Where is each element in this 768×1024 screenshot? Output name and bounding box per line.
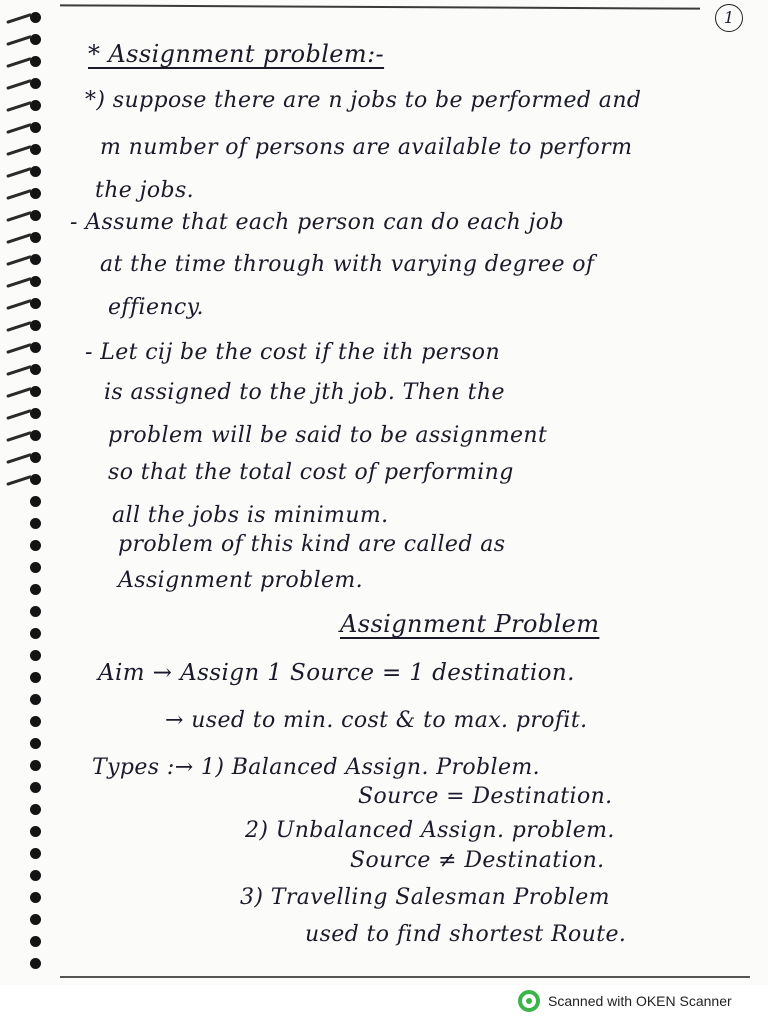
binding-hole bbox=[30, 210, 41, 221]
binding-hole bbox=[30, 848, 41, 859]
binding-hole bbox=[30, 914, 41, 925]
binding-hole bbox=[30, 716, 41, 727]
text-line: is assigned to the jth job. Then the bbox=[104, 380, 505, 405]
text-line: the jobs. bbox=[95, 178, 195, 203]
binding-wire bbox=[6, 475, 32, 486]
binding-hole bbox=[30, 34, 41, 45]
binding-hole bbox=[30, 936, 41, 947]
text-line: so that the total cost of performing bbox=[108, 460, 514, 485]
text-line: - Assume that each person can do each job bbox=[70, 210, 564, 235]
binding-wire bbox=[6, 365, 32, 376]
binding-hole bbox=[30, 166, 41, 177]
binding-hole bbox=[30, 694, 41, 705]
page-number: 1 bbox=[715, 4, 743, 32]
binding-hole bbox=[30, 804, 41, 815]
binding-wire bbox=[6, 277, 32, 288]
text-line: used to find shortest Route. bbox=[305, 922, 627, 947]
binding-hole bbox=[30, 430, 41, 441]
binding-hole bbox=[30, 826, 41, 837]
binding-hole bbox=[30, 606, 41, 617]
binding-wire bbox=[6, 57, 32, 68]
binding-wire bbox=[6, 387, 32, 398]
text-line: *) suppose there are n jobs to be performed and bbox=[85, 88, 642, 113]
text-line: Aim → Assign 1 Source = 1 destination. bbox=[98, 660, 575, 686]
binding-wire bbox=[6, 189, 32, 200]
binding-hole bbox=[30, 650, 41, 661]
text-line: Source ≠ Destination. bbox=[350, 848, 605, 873]
binding-hole bbox=[30, 276, 41, 287]
binding-wire bbox=[6, 101, 32, 112]
binding-hole bbox=[30, 232, 41, 243]
binding-hole bbox=[30, 364, 41, 375]
binding-hole bbox=[30, 56, 41, 67]
text-line: m number of persons are available to perform bbox=[100, 135, 633, 160]
binding-hole bbox=[30, 584, 41, 595]
binding-hole bbox=[30, 958, 41, 969]
top-margin-line bbox=[60, 4, 700, 9]
binding-wire bbox=[6, 233, 32, 244]
binding-hole bbox=[30, 298, 41, 309]
binding-hole bbox=[30, 408, 41, 419]
spiral-binding bbox=[0, 0, 52, 985]
binding-hole bbox=[30, 628, 41, 639]
oken-scanner-logo-icon bbox=[518, 990, 540, 1012]
binding-hole bbox=[30, 474, 41, 485]
binding-hole bbox=[30, 540, 41, 551]
text-line: at the time through with varying degree of bbox=[100, 252, 595, 277]
binding-wire bbox=[6, 255, 32, 266]
binding-hole bbox=[30, 760, 41, 771]
binding-hole bbox=[30, 672, 41, 683]
binding-wire bbox=[6, 145, 32, 156]
scanner-footer bbox=[518, 990, 732, 1012]
binding-hole bbox=[30, 320, 41, 331]
text-line: 2) Unbalanced Assign. problem. bbox=[245, 818, 615, 843]
binding-wire bbox=[6, 453, 32, 464]
binding-wire bbox=[6, 211, 32, 222]
text-line: 3) Travelling Salesman Problem bbox=[240, 885, 610, 910]
text-line: Types :→ 1) Balanced Assign. Problem. bbox=[92, 755, 541, 780]
binding-wire bbox=[6, 321, 32, 332]
text-line: → used to min. cost & to max. profit. bbox=[165, 708, 588, 733]
binding-hole bbox=[30, 254, 41, 265]
binding-wire bbox=[6, 123, 32, 134]
binding-hole bbox=[30, 452, 41, 463]
text-line: problem of this kind are called as bbox=[118, 532, 506, 557]
text-line: Source = Destination. bbox=[358, 784, 613, 809]
binding-wire bbox=[6, 79, 32, 90]
binding-hole bbox=[30, 738, 41, 749]
text-line: effiency. bbox=[108, 295, 204, 320]
section-title: Assignment Problem bbox=[340, 610, 600, 638]
text-line: problem will be said to be assignment bbox=[108, 423, 548, 448]
binding-hole bbox=[30, 144, 41, 155]
binding-hole bbox=[30, 188, 41, 199]
binding-hole bbox=[30, 562, 41, 573]
binding-hole bbox=[30, 892, 41, 903]
text-line: - Let cij be the cost if the ith person bbox=[85, 340, 501, 365]
binding-wire bbox=[6, 409, 32, 420]
binding-hole bbox=[30, 870, 41, 881]
footer-text: Scanned with OKEN Scanner bbox=[548, 993, 732, 1009]
binding-wire bbox=[6, 35, 32, 46]
binding-hole bbox=[30, 386, 41, 397]
binding-wire bbox=[6, 343, 32, 354]
binding-wire bbox=[6, 431, 32, 442]
page-heading: * Assignment problem:- bbox=[88, 40, 385, 68]
bottom-margin-line bbox=[60, 976, 750, 978]
text-line: all the jobs is minimum. bbox=[112, 503, 389, 528]
binding-hole bbox=[30, 496, 41, 507]
text-line: Assignment problem. bbox=[118, 568, 364, 593]
binding-hole bbox=[30, 782, 41, 793]
binding-wire bbox=[6, 13, 32, 24]
binding-hole bbox=[30, 518, 41, 529]
binding-hole bbox=[30, 12, 41, 23]
binding-hole bbox=[30, 342, 41, 353]
binding-hole bbox=[30, 100, 41, 111]
binding-hole bbox=[30, 122, 41, 133]
binding-wire bbox=[6, 299, 32, 310]
binding-hole bbox=[30, 78, 41, 89]
binding-wire bbox=[6, 167, 32, 178]
